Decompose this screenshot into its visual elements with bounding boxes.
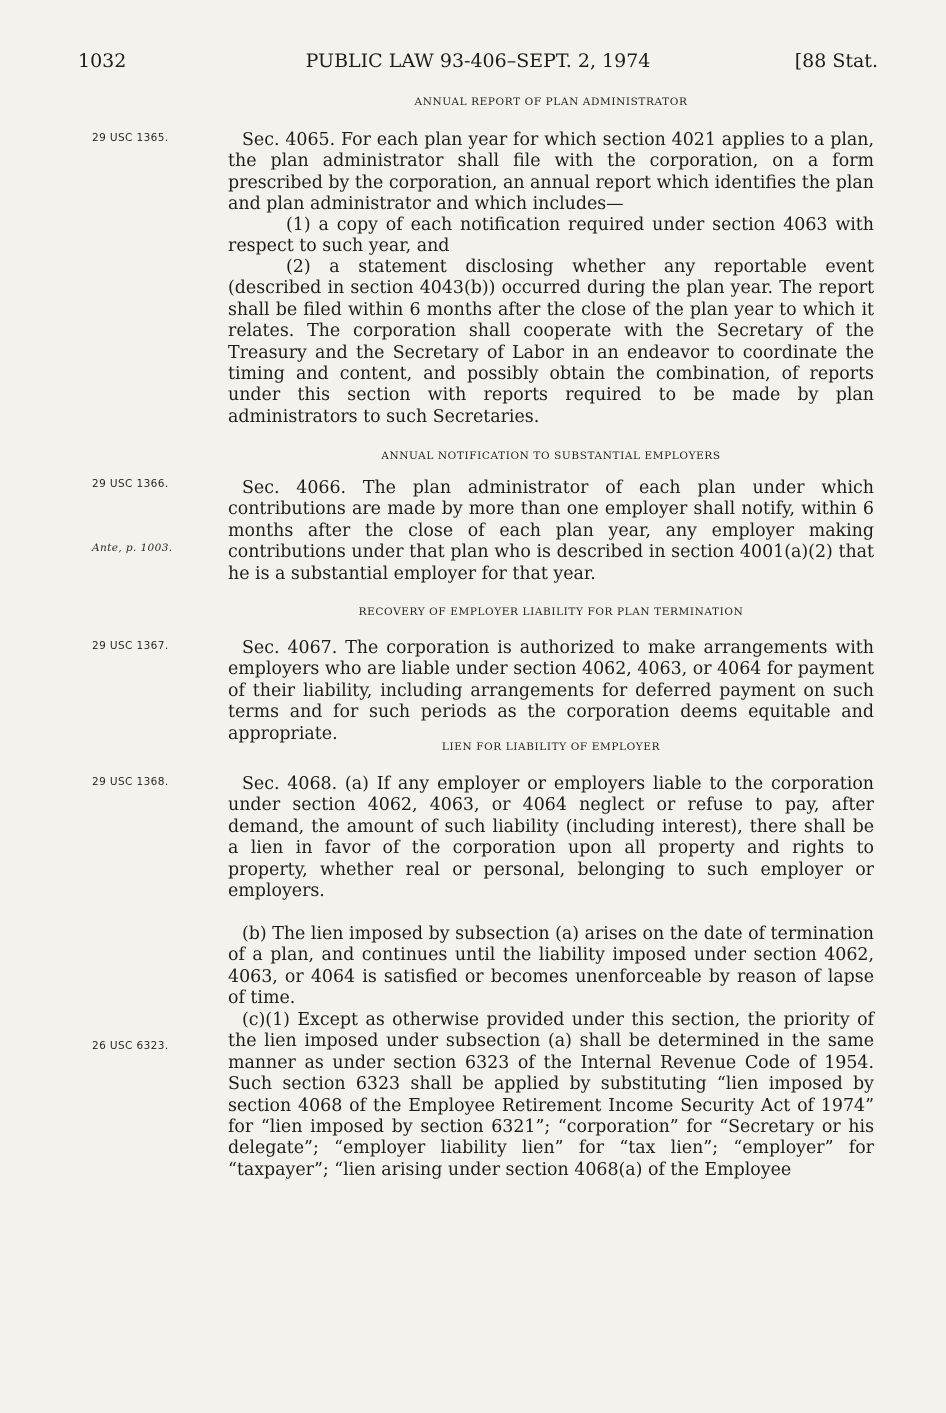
margin-note-4067: 29 USC 1367. [92, 640, 169, 652]
statute-volume: [88 Stat. [794, 50, 878, 72]
section-4065-item-2: (2) a statement disclosing whether any reportable event (described in section 4043(b)) occurred during the plan year. The report shall be filed within 6 months after the close of the plan year to which it relates. The corporation shall cooperate with the Secretary of the Treasury and the Secretary of Labor in an endeavor to coordinate the timing and content, and possibly obtain the combination, of reports under this section with reports required to be made by plan administrators to such Secretaries. [228, 257, 874, 427]
section-4068-a: Sec. 4068. (a) If any employer or employers liable to the corporation under section 4062, 4063, or 4064 neglect or refuse to pay, after demand, the amount of such liability (including interest), there shall be a lien in favor of the corporation upon all property and rights to property, whether real or personal, belonging to such employer or employers. [228, 774, 874, 902]
section-heading-4067: RECOVERY OF EMPLOYER LIABILITY FOR PLAN TERMINATION [358, 606, 744, 618]
margin-note-4065: 29 USC 1365. [92, 132, 169, 144]
margin-note-26usc: 26 USC 6323. [92, 1040, 169, 1052]
section-4066-text: Sec. 4066. The plan administrator of each plan under which contributions are made by more than one employer shall notify, within 6 months after the close of each plan year, any employer making contributions under that plan who is described in section 4001(a)(2) that he is a substantial employer for that year. [228, 478, 874, 584]
page-header [78, 50, 878, 80]
section-4068-c: (c)(1) Except as otherwise provided under this section, the priority of the lien imposed under subsection (a) shall be determined in the same manner as under section 6323 of the Internal Revenue Code of 1954. Such section 6323 shall be applied by substituting “lien imposed by section 4068 of the Employee Retirement Income Security Act of 1974” for “lien imposed by section 6321”; “corporation” for “Secretary or his delegate”; “employer liability lien” for “tax lien”; “employer” for “taxpayer”; “lien arising under section 4068(a) of the Employee [228, 1010, 874, 1180]
margin-note-4068: 29 USC 1368. [92, 776, 169, 788]
section-heading-4066: ANNUAL NOTIFICATION TO SUBSTANTIAL EMPLOYERS [381, 450, 721, 462]
section-4067-text: Sec. 4067. The corporation is authorized to make arrangements with employers who are liable under section 4062, 4063, or 4064 for payment of their liability, including arrangements for deferred payment on such terms and for such periods as the corporation deems equitable and appropriate. [228, 638, 874, 744]
margin-note-ante: Ante, p. 1003. [92, 542, 173, 554]
section-heading-4065: ANNUAL REPORT OF PLAN ADMINISTRATOR [414, 96, 688, 108]
section-heading-4068: LIEN FOR LIABILITY OF EMPLOYER [441, 741, 661, 753]
margin-note-4066: 29 USC 1366. [92, 478, 169, 490]
section-4068-b: (b) The lien imposed by subsection (a) arises on the date of termination of a plan, and continues until the liability imposed under section 4062, 4063, or 4064 is satisfied or becomes unenforceable by reason of lapse of time. [228, 924, 874, 1009]
section-4065-item-1: (1) a copy of each notification required under section 4063 with respect to such year, and [228, 215, 874, 257]
page-number: 1032 [78, 50, 127, 72]
running-title: PUBLIC LAW 93-406–SEPT. 2, 1974 [305, 50, 651, 72]
section-4065-text: Sec. 4065. For each plan year for which section 4021 applies to a plan, the plan administrator shall file with the corporation, on a form prescribed by the corporation, an annual report which identifies the plan and plan administrator and which includes— [228, 130, 874, 215]
